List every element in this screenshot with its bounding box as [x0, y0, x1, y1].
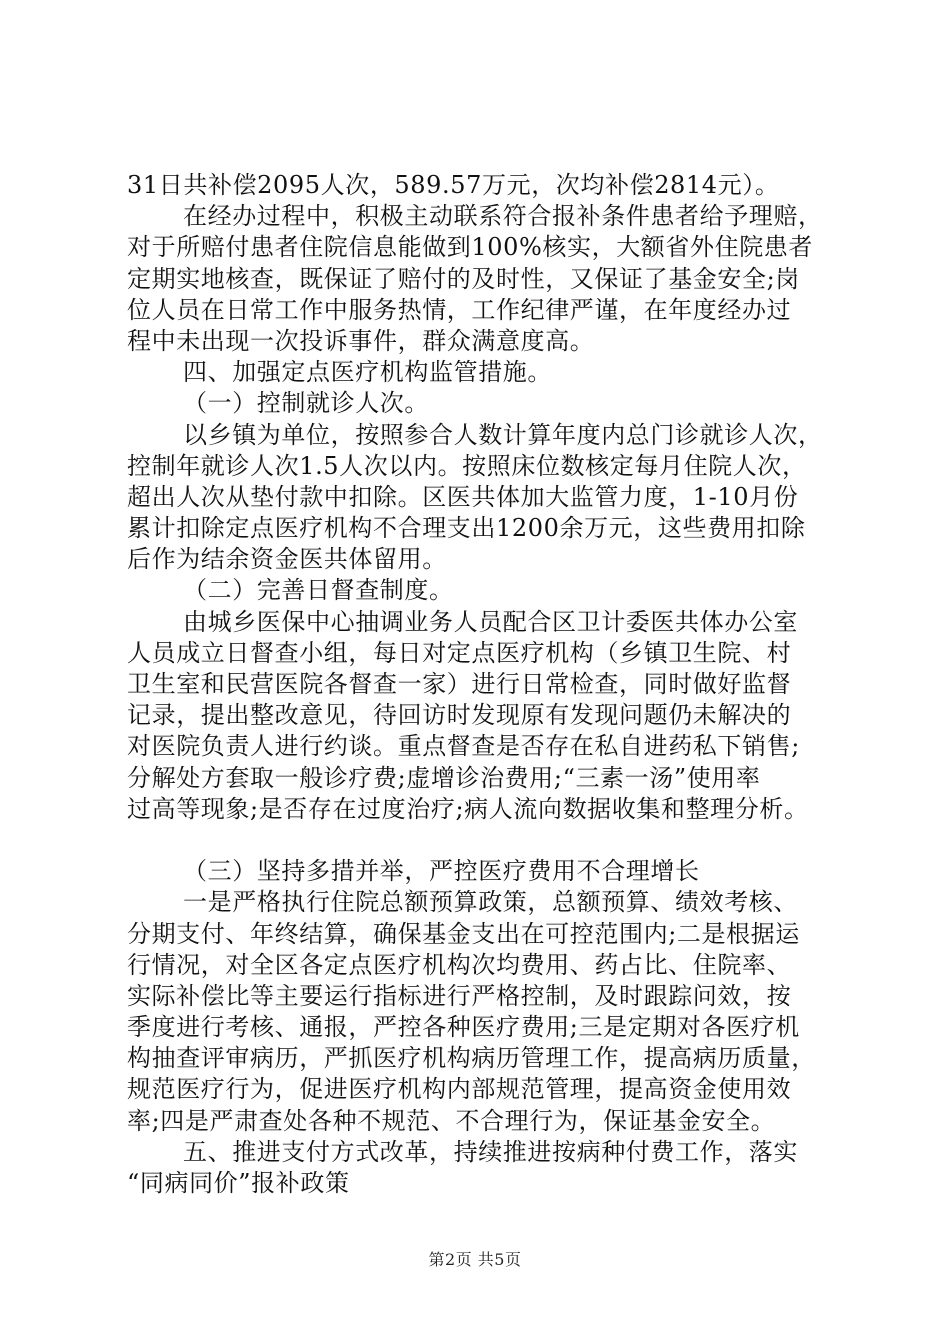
text-line: （二）完善日督查制度。 — [183, 576, 454, 605]
text-line: 对医院负责人进行约谈。重点督查是否存在私自进药私下销售; — [127, 732, 800, 761]
text-line: 以乡镇为单位，按照参合人数计算年度内总门诊就诊人次， — [183, 420, 823, 449]
text-line: 记录，提出整改意见，待回访时发现原有发现问题仍未解决的 — [127, 701, 792, 730]
text-line: 控制年就诊人次1.5人次以内。按照床位数核定每月住院人次， — [127, 451, 807, 480]
text-line: 分解处方套取一般诊疗费;虚增诊治费用;“三素一汤”使用率 — [127, 763, 761, 792]
text-line: 后作为结余资金医共体留用。 — [127, 545, 447, 574]
text-line: 率;四是严肃查处各种不规范、不合理行为，保证基金安全。 — [127, 1106, 776, 1135]
text-line: 实际补偿比等主要运行指标进行严格控制，及时跟踪问效，按 — [127, 981, 792, 1010]
text-line: 季度进行考核、通报，严控各种医疗费用;三是定期对各医疗机 — [127, 1013, 800, 1042]
text-line: 规范医疗行为，促进医疗机构内部规范管理，提高资金使用效 — [127, 1075, 792, 1104]
text-line: 超出人次从垫付款中扣除。区医共体加大监管力度，1-10月份 — [127, 482, 799, 511]
text-line: 对于所赔付患者住院信息能做到100%核实，大额省外住院患者 — [127, 233, 814, 262]
text-line: 31日共补偿2095人次，589.57万元，次均补偿2814元）。 — [127, 171, 780, 199]
text-line: 过高等现象;是否存在过度治疗;病人流向数据收集和整理分析。 — [127, 794, 809, 823]
text-line: “同病同价”报补政策 — [127, 1169, 350, 1197]
text-line: 由城乡医保中心抽调业务人员配合区卫计委医共体办公室 — [183, 607, 798, 636]
text-line: 累计扣除定点医疗机构不合理支出1200余万元，这些费用扣除 — [127, 514, 806, 543]
blank-line — [127, 825, 847, 856]
document-body — [127, 170, 847, 1199]
text-line: 构抽查评审病历，严抓医疗机构病历管理工作，提高病历质量， — [127, 1044, 816, 1073]
text-line: 程中未出现一次投诉事件，群众满意度高。 — [127, 326, 595, 355]
text-line: 定期实地核查，既保证了赔付的及时性，又保证了基金安全;岗 — [127, 264, 800, 293]
text-line: 分期支付、年终结算，确保基金支出在可控范围内;二是根据运 — [127, 919, 800, 948]
text-line: （三）坚持多措并举，严控医疗费用不合理增长 — [183, 857, 700, 886]
text-line: 人员成立日督查小组，每日对定点医疗机构（乡镇卫生院、村 — [127, 638, 792, 667]
text-line: 卫生室和民营医院各督查一家）进行日常检查，同时做好监督 — [127, 670, 792, 698]
text-line: （一）控制就诊人次。 — [183, 389, 429, 418]
page-footer: 第2页 共5页 — [428, 1250, 522, 1269]
text-line: 行情况，对全区各定点医疗机构次均费用、药占比、住院率、 — [127, 950, 792, 979]
text-line: 四、加强定点医疗机构监管措施。 — [183, 358, 552, 387]
text-line: 位人员在日常工作中服务热情，工作纪律严谨，在年度经办过 — [127, 295, 792, 324]
text-line: 一是严格执行住院总额预算政策，总额预算、绩效考核、 — [183, 888, 798, 917]
text-line: 在经办过程中，积极主动联系符合报补条件患者给予理赔， — [183, 202, 823, 231]
text-line: 五、推进支付方式改革，持续推进按病种付费工作，落实 — [183, 1137, 798, 1166]
